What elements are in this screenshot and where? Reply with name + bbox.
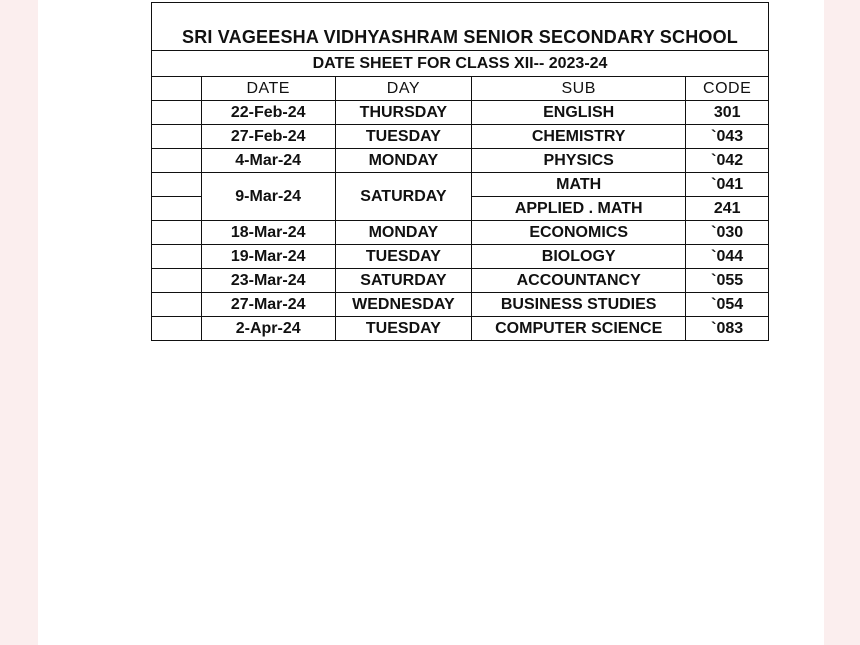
header-sub: SUB — [472, 77, 686, 101]
date-cell: 27-Mar-24 — [201, 293, 335, 317]
code-cell: `044 — [686, 245, 768, 269]
date-cell: 23-Mar-24 — [201, 269, 335, 293]
subject-cell: BUSINESS STUDIES — [472, 293, 686, 317]
day-cell: TUESDAY — [335, 317, 471, 341]
exam-schedule-table — [152, 77, 768, 340]
code-cell: 301 — [686, 101, 768, 125]
row-blank-cell — [152, 197, 201, 221]
code-cell: `030 — [686, 221, 768, 245]
school-name: SRI VAGEESHA VIDHYASHRAM SENIOR SECONDARY SCHOOL — [152, 3, 768, 51]
row-blank-cell — [152, 269, 201, 293]
day-cell: SATURDAY — [335, 269, 471, 293]
row-blank-cell — [152, 221, 201, 245]
subject-cell: CHEMISTRY — [472, 125, 686, 149]
table-row — [152, 269, 768, 293]
code-cell: `042 — [686, 149, 768, 173]
subject-cell: MATH — [472, 173, 686, 197]
day-cell: WEDNESDAY — [335, 293, 471, 317]
table-row — [152, 293, 768, 317]
table-row — [152, 149, 768, 173]
row-blank-cell — [152, 173, 201, 197]
code-cell: 241 — [686, 197, 768, 221]
day-cell: TUESDAY — [335, 245, 471, 269]
header-date: DATE — [201, 77, 335, 101]
subject-cell: ENGLISH — [472, 101, 686, 125]
row-blank-cell — [152, 317, 201, 341]
day-cell: THURSDAY — [335, 101, 471, 125]
table-row — [152, 173, 768, 197]
code-cell: `041 — [686, 173, 768, 197]
row-blank-cell — [152, 125, 201, 149]
table-row — [152, 317, 768, 341]
row-blank-cell — [152, 149, 201, 173]
header-blank — [152, 77, 201, 101]
code-cell: `054 — [686, 293, 768, 317]
day-cell: SATURDAY — [335, 173, 471, 221]
code-cell: `083 — [686, 317, 768, 341]
row-blank-cell — [152, 101, 201, 125]
date-cell: 19-Mar-24 — [201, 245, 335, 269]
date-cell: 4-Mar-24 — [201, 149, 335, 173]
table-row — [152, 125, 768, 149]
date-cell: 22-Feb-24 — [201, 101, 335, 125]
scanned-page — [38, 0, 824, 645]
row-blank-cell — [152, 293, 201, 317]
day-cell: MONDAY — [335, 221, 471, 245]
subject-cell: ECONOMICS — [472, 221, 686, 245]
table-row — [152, 221, 768, 245]
code-cell: `055 — [686, 269, 768, 293]
table-row — [152, 245, 768, 269]
table-header-row — [152, 77, 768, 101]
date-sheet — [151, 2, 769, 341]
day-cell: TUESDAY — [335, 125, 471, 149]
header-day: DAY — [335, 77, 471, 101]
header-code: CODE — [686, 77, 768, 101]
date-cell: 18-Mar-24 — [201, 221, 335, 245]
subject-cell: COMPUTER SCIENCE — [472, 317, 686, 341]
date-cell: 9-Mar-24 — [201, 173, 335, 221]
subject-cell: BIOLOGY — [472, 245, 686, 269]
day-cell: MONDAY — [335, 149, 471, 173]
date-cell: 27-Feb-24 — [201, 125, 335, 149]
subject-cell: APPLIED . MATH — [472, 197, 686, 221]
row-blank-cell — [152, 245, 201, 269]
subject-cell: PHYSICS — [472, 149, 686, 173]
code-cell: `043 — [686, 125, 768, 149]
date-sheet-title: DATE SHEET FOR CLASS XII-- 2023-24 — [152, 51, 768, 77]
table-row — [152, 101, 768, 125]
subject-cell: ACCOUNTANCY — [472, 269, 686, 293]
date-cell: 2-Apr-24 — [201, 317, 335, 341]
